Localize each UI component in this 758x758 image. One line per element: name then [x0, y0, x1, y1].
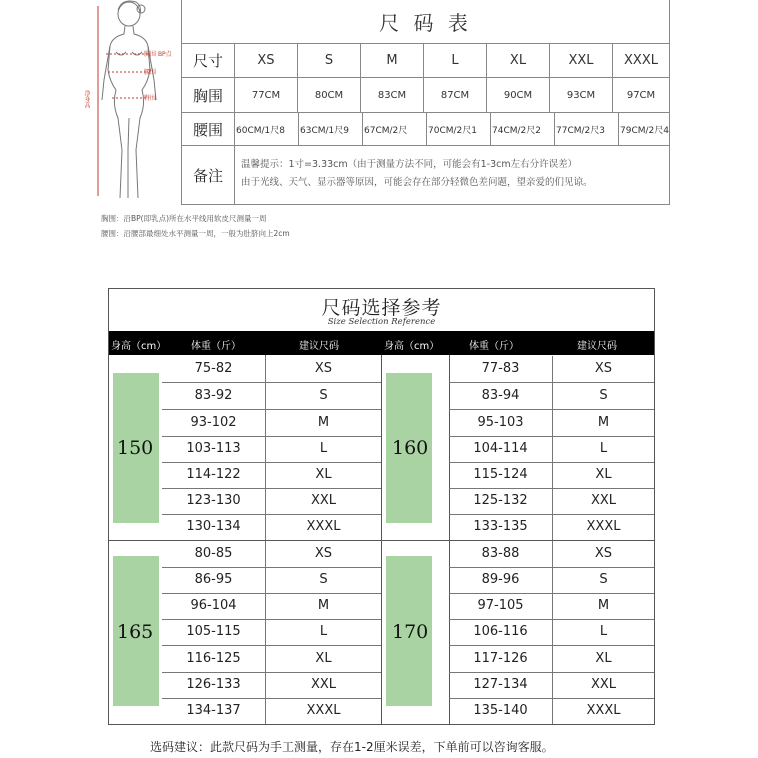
suggested-size: XS — [314, 546, 333, 561]
notes-row-label: 备注 — [182, 146, 235, 204]
reference-subtitle: Size Selection Reference — [327, 317, 436, 327]
height-value-170: 170 — [392, 621, 429, 643]
size-chart-table — [181, 0, 670, 205]
waist-cell: 70CM/2尺1 — [427, 113, 491, 145]
waist-footnote: 腰围：沿腰部最细处水平测量一周，一般为肚脐向上2cm — [101, 229, 290, 238]
suggested-size: M — [597, 598, 610, 613]
size-cell: XXXL — [624, 52, 658, 68]
body-measurement-figure — [84, 0, 184, 200]
size-row — [449, 436, 654, 463]
suggested-size: S — [599, 572, 608, 587]
suggested-size: XXXL — [306, 703, 341, 718]
size-row — [162, 410, 381, 437]
size-row — [162, 698, 381, 724]
note-line: 由于光线、天气、显示器等原因，可能会存在部分轻微色差问题，望亲爱的们见谅。 — [241, 177, 593, 188]
note-line: 温馨提示：1寸=3.33cm（由于测量方法不同，可能会有1-3cm左右分许误差） — [241, 159, 578, 170]
weight-range: 77-83 — [449, 356, 553, 382]
suggested-size: XL — [595, 651, 612, 666]
suggested-size: XL — [595, 467, 612, 482]
suggested-size: XS — [594, 546, 613, 561]
weight-range: 135-140 — [449, 698, 553, 724]
size-cell: L — [424, 43, 487, 77]
height-value-150: 150 — [117, 437, 154, 459]
waist-row-label: 腰围 — [182, 113, 235, 145]
bust-label — [144, 49, 172, 58]
height-value-160: 160 — [392, 437, 429, 459]
size-selection-reference — [108, 288, 655, 725]
weight-range: 105-115 — [162, 619, 266, 645]
weight-range: 127-134 — [449, 672, 553, 698]
size-advice-note: 选码建议：此款尺码为手工测量，存在1-2厘米误差，下单前可以咨询客服。 — [150, 740, 554, 754]
weight-range: 115-124 — [449, 462, 553, 488]
weight-range: 103-113 — [162, 436, 266, 462]
height-label: 净身高 — [83, 90, 90, 108]
weight-range: 97-105 — [449, 593, 553, 619]
suggested-size: XXL — [310, 493, 337, 508]
weight-range: 104-114 — [449, 436, 553, 462]
size-row — [449, 488, 654, 515]
bust-sub-label: BP点 — [157, 51, 172, 58]
waist-cell: 60CM/1尺8 — [235, 113, 299, 145]
size-row — [449, 356, 654, 383]
weight-range: 83-94 — [449, 383, 553, 409]
weight-range: 89-96 — [449, 567, 553, 593]
suggested-size: S — [319, 572, 328, 587]
weight-range: 134-137 — [162, 698, 266, 724]
suggested-size: S — [319, 388, 328, 403]
header-size: 建议尺码 — [577, 341, 617, 352]
waist-cell: 79CM/2尺4 — [620, 125, 669, 136]
suggested-size: L — [319, 624, 328, 639]
suggested-size: XXXL — [586, 703, 621, 718]
notes-row — [182, 146, 669, 204]
suggested-size: L — [599, 441, 608, 456]
size-row — [162, 672, 381, 699]
size-cell: S — [298, 43, 361, 77]
bust-row — [182, 78, 669, 113]
weight-range: 126-133 — [162, 672, 266, 698]
bust-footnote: 胸围：沿BP(即乳点)所在水平线用软皮尺测量一周 — [101, 214, 267, 223]
size-row — [449, 619, 654, 646]
size-row — [449, 698, 654, 724]
suggested-size: XXL — [590, 493, 617, 508]
size-row — [449, 383, 654, 410]
bust-cell: 87CM — [424, 78, 487, 112]
female-figure-illustration — [84, 0, 184, 200]
size-row — [449, 646, 654, 673]
suggested-size: XS — [314, 361, 333, 376]
header-weight: 体重（斤） — [191, 341, 241, 352]
size-row — [162, 593, 381, 620]
suggested-size: XS — [594, 361, 613, 376]
suggested-size: XXL — [590, 677, 617, 692]
notes-text — [235, 146, 593, 204]
size-row — [162, 436, 381, 463]
size-row — [449, 541, 654, 568]
weight-range: 75-82 — [162, 356, 266, 382]
bust-cell: 90CM — [487, 78, 550, 112]
waist-cell: 63CM/1尺9 — [299, 113, 363, 145]
waist-row — [182, 113, 669, 146]
weight-range: 83-88 — [449, 541, 553, 567]
size-cell: XL — [487, 43, 550, 77]
size-cell: M — [361, 43, 424, 77]
weight-range: 116-125 — [162, 646, 266, 672]
suggested-size: XL — [315, 651, 332, 666]
header-size: 建议尺码 — [299, 341, 339, 352]
suggested-size: XXXL — [306, 519, 341, 534]
suggested-size: XXXL — [586, 519, 621, 534]
size-row — [449, 593, 654, 620]
suggested-size: L — [599, 624, 608, 639]
suggested-size: M — [597, 415, 610, 430]
waist-cell: 74CM/2尺2 — [491, 113, 555, 145]
suggested-size: L — [319, 441, 328, 456]
weight-range: 83-92 — [162, 383, 266, 409]
size-row — [162, 356, 381, 383]
weight-range: 106-116 — [449, 619, 553, 645]
bust-cell: 80CM — [298, 78, 361, 112]
weight-range: 86-95 — [162, 567, 266, 593]
bust-row-label: 胸围 — [182, 78, 235, 112]
bust-cell: 77CM — [235, 78, 298, 112]
weight-range: 130-134 — [162, 514, 266, 540]
reference-title: 尺码选择参考 — [321, 297, 442, 319]
size-row — [162, 383, 381, 410]
hip-label: 臀围 — [144, 95, 157, 102]
header-weight: 体重（斤） — [469, 341, 519, 352]
weight-range: 133-135 — [449, 514, 553, 540]
size-row — [162, 541, 381, 568]
size-row — [449, 672, 654, 699]
bust-cell: 97CM — [626, 89, 656, 101]
size-row — [162, 488, 381, 515]
header-height: 身高（cm） — [384, 341, 440, 352]
bust-cell: 83CM — [361, 78, 424, 112]
suggested-size: M — [317, 598, 330, 613]
size-row-label: 尺寸 — [182, 43, 235, 77]
waist-label: 腰围 — [144, 69, 157, 76]
size-row — [449, 410, 654, 437]
suggested-size: S — [599, 388, 608, 403]
weight-range: 114-122 — [162, 462, 266, 488]
header-height: 身高（cm） — [111, 341, 167, 352]
size-row — [162, 514, 381, 540]
size-row — [449, 514, 654, 540]
size-row — [162, 567, 381, 594]
size-row — [162, 462, 381, 489]
size-chart-title: 尺 码 表 — [182, 0, 669, 44]
size-row — [449, 462, 654, 489]
suggested-size: XL — [315, 467, 332, 482]
weight-range: 117-126 — [449, 646, 553, 672]
weight-range: 93-102 — [162, 410, 266, 436]
suggested-size: XXL — [310, 677, 337, 692]
size-cell: XXL — [550, 43, 613, 77]
size-row — [162, 619, 381, 646]
waist-cell: 67CM/2尺 — [363, 113, 427, 145]
size-cell: XS — [235, 43, 298, 77]
bust-cell: 93CM — [550, 78, 613, 112]
bust-label-text: 胸围 — [144, 51, 157, 58]
size-row — [162, 646, 381, 673]
weight-range: 96-104 — [162, 593, 266, 619]
weight-range: 123-130 — [162, 488, 266, 514]
suggested-size: M — [317, 415, 330, 430]
height-value-165: 165 — [117, 621, 154, 643]
waist-cell: 77CM/2尺3 — [555, 113, 619, 145]
weight-range: 80-85 — [162, 541, 266, 567]
size-row — [449, 567, 654, 594]
weight-range: 95-103 — [449, 410, 553, 436]
reference-header-bar — [109, 331, 654, 355]
weight-range: 125-132 — [449, 488, 553, 514]
size-row — [182, 43, 669, 78]
